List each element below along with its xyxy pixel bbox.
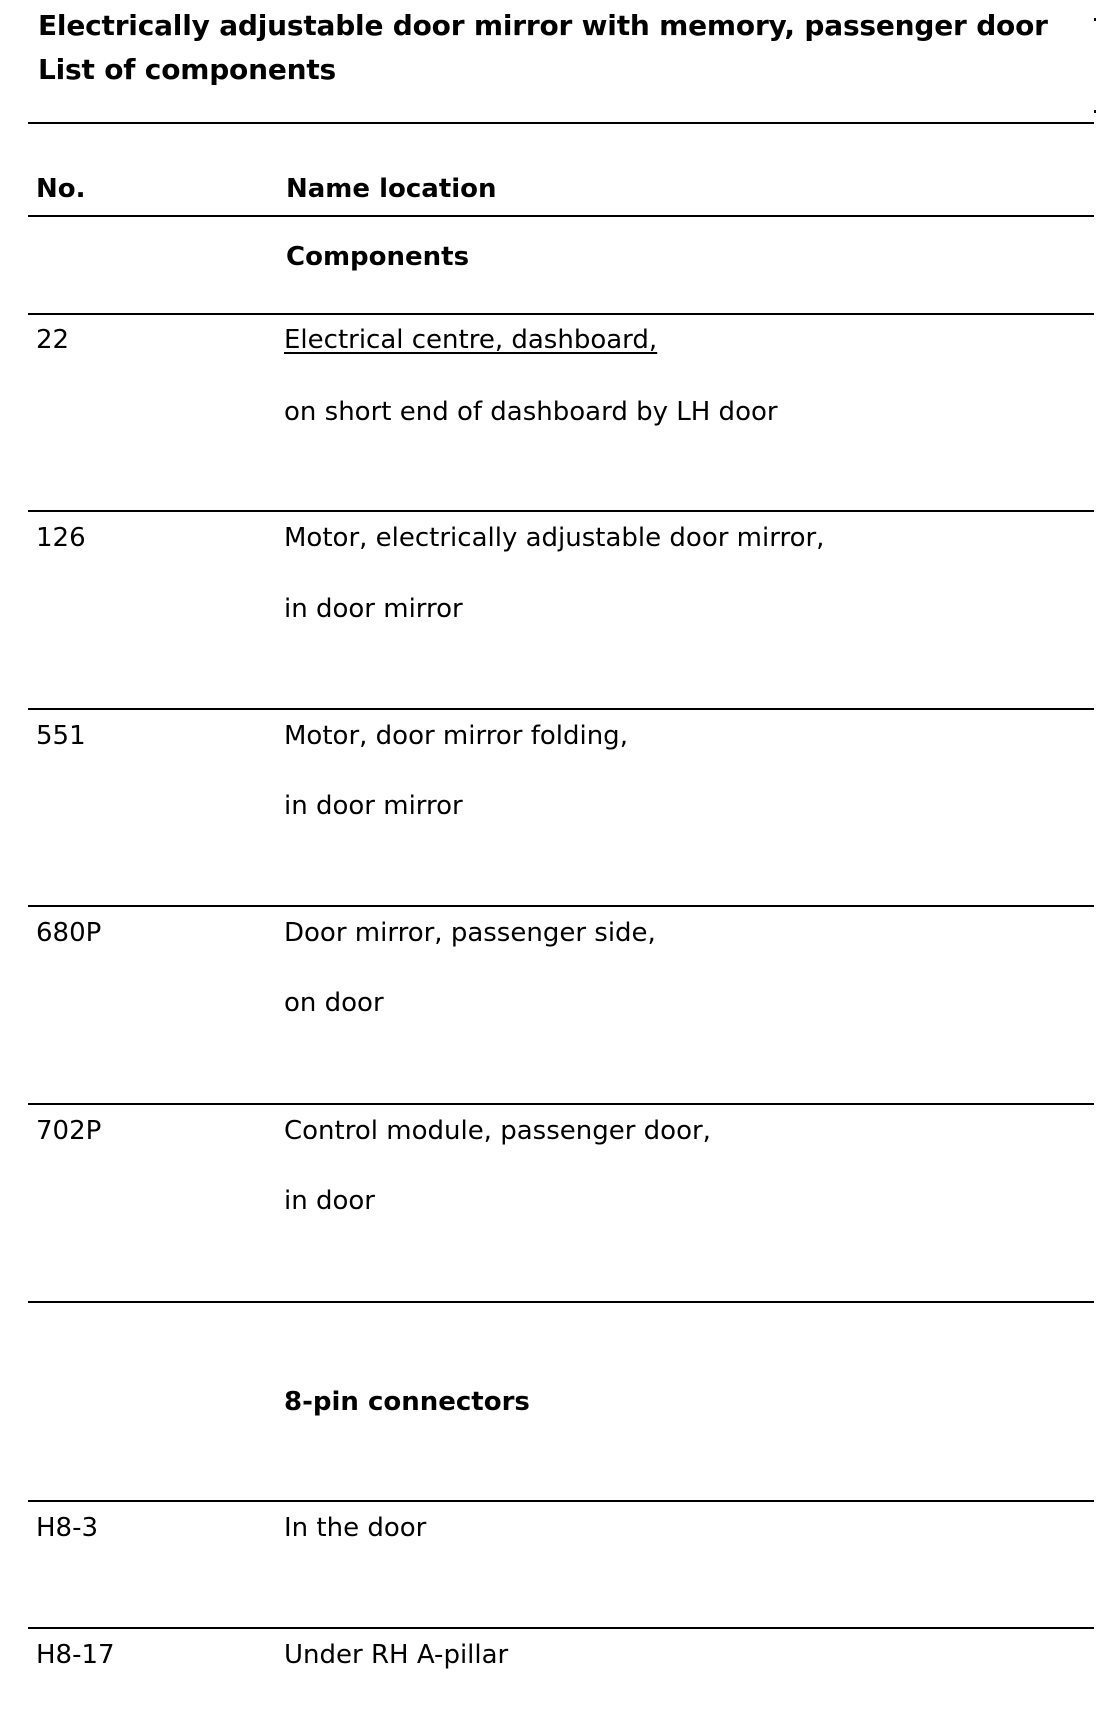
document-title [38, 4, 1048, 92]
connector-location: In the door [284, 1513, 427, 1543]
connector-number: H8-3 [36, 1513, 99, 1543]
component-name: Control module, passenger door, [284, 1116, 711, 1146]
component-location: in door mirror [284, 594, 463, 624]
document-title-line-2: List of components [38, 53, 337, 86]
scan-mark [1094, 110, 1096, 113]
component-number: 22 [36, 325, 70, 355]
section-heading-components: Components [286, 242, 470, 272]
component-location: in door [284, 1186, 375, 1216]
component-number: 551 [36, 721, 86, 751]
row-divider [28, 1103, 1094, 1105]
component-name: Door mirror, passenger side, [284, 918, 656, 948]
connector-number: H8-17 [36, 1640, 115, 1670]
component-number: 680P [36, 918, 102, 948]
section-heading-connectors: 8-pin connectors [284, 1387, 530, 1417]
title-divider [28, 122, 1094, 124]
row-divider [28, 313, 1094, 315]
document-title-line-1: Electrically adjustable door mirror with memory, passenger door [38, 9, 1048, 42]
column-header-name-location: Name location [286, 174, 497, 204]
section-divider [28, 1301, 1094, 1303]
row-divider [28, 510, 1094, 512]
component-location: on door [284, 988, 384, 1018]
column-header-no: No. [36, 174, 86, 204]
component-number: 126 [36, 523, 86, 553]
row-divider [28, 1627, 1094, 1629]
component-name: Motor, electrically adjustable door mirror, [284, 523, 825, 553]
component-name-link[interactable]: Electrical centre, dashboard, [284, 325, 658, 355]
row-divider [28, 905, 1094, 907]
component-location: in door mirror [284, 791, 463, 821]
row-divider [28, 1500, 1094, 1502]
component-location: on short end of dashboard by LH door [284, 397, 778, 427]
header-divider [28, 215, 1094, 217]
scan-mark [1094, 18, 1096, 21]
connector-location: Under RH A-pillar [284, 1640, 509, 1670]
component-name: Motor, door mirror folding, [284, 721, 628, 751]
row-divider [28, 708, 1094, 710]
component-number: 702P [36, 1116, 102, 1146]
